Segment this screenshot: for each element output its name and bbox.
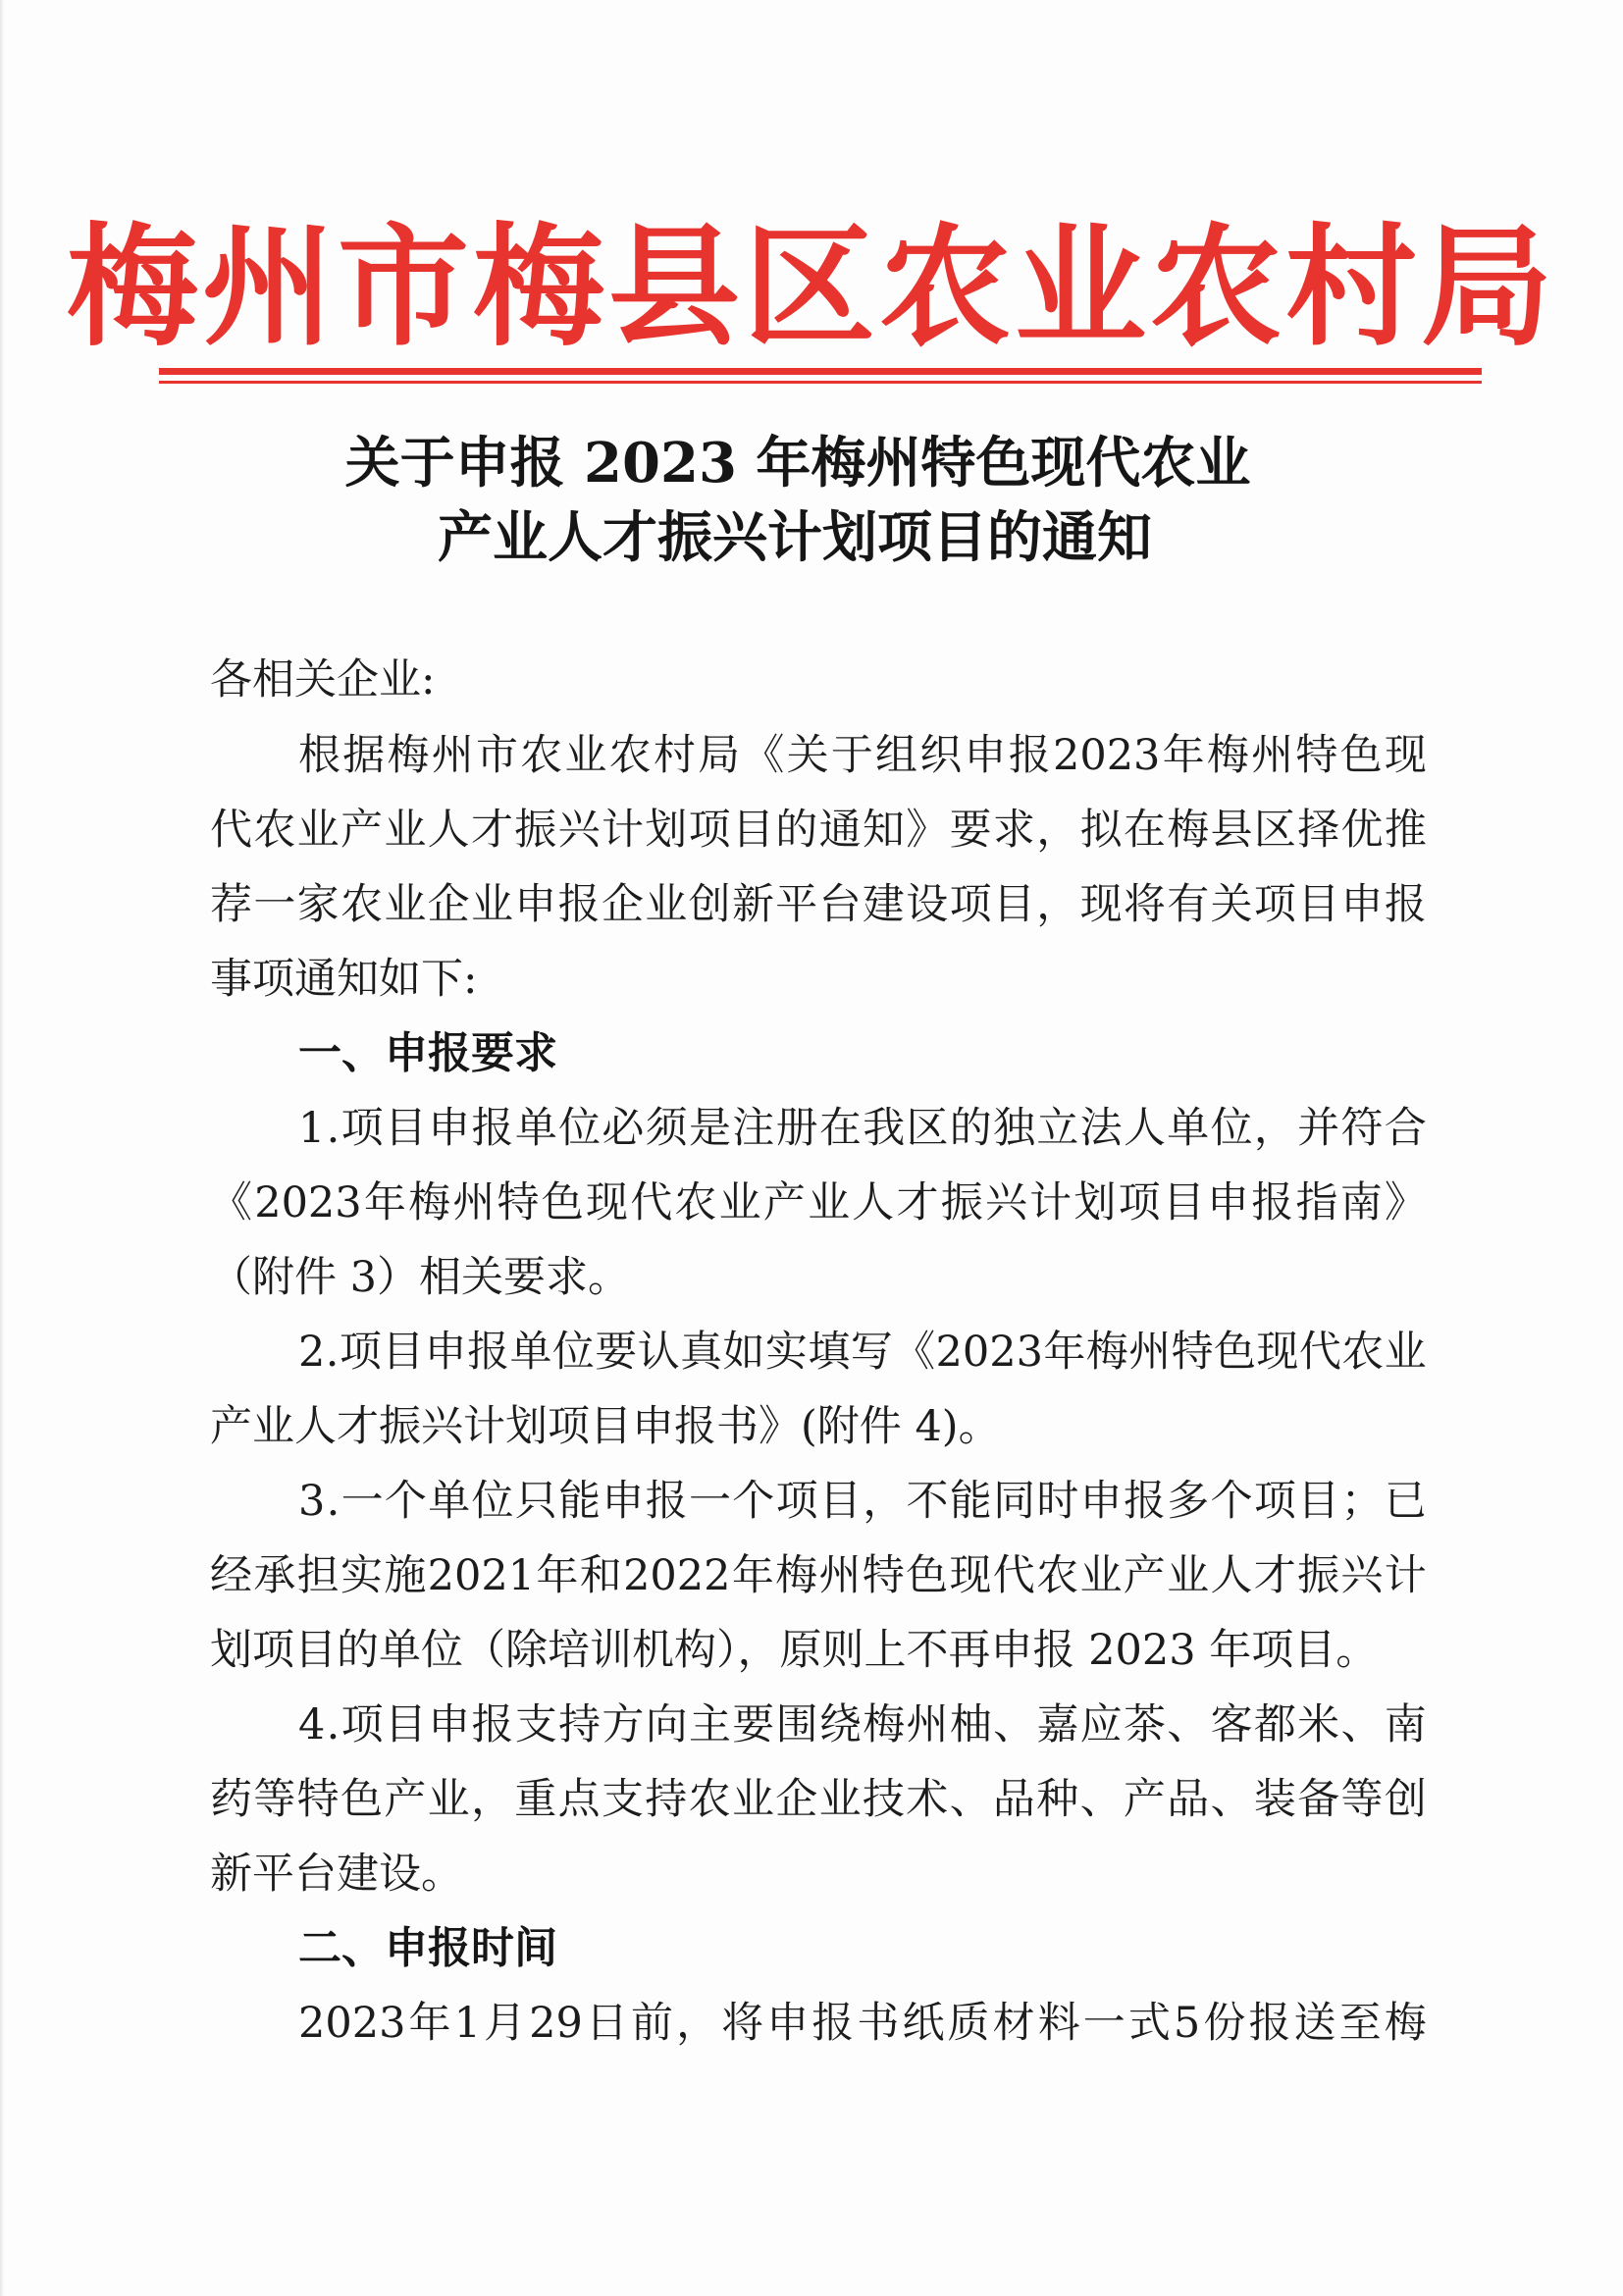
deadline-line-1: 2023 年 1 月 29 日 前 ， 将 申 报 书 纸 质 材 料 一 式 5 份 报 送 至 梅 — [298, 1999, 1427, 2048]
salutation: 各相关企业: — [210, 655, 436, 704]
item1-line-1: 1 . 项 目 申 报 单 位 必 须 是 注 册 在 我 区 的 独 立 法 人 单 位 ， 并 符 合 — [298, 1104, 1427, 1153]
item2-line-1: 2 . 项 目 申 报 单 位 要 认 真 如 实 填 写 《 2023 年 梅 州 特 色 现 代 农 业 — [298, 1328, 1427, 1377]
intro-line-1: 根 据 梅 州 市 农 业 农 村 局 《 关 于 组 织 申 报 2023 年 梅 州 特 色 现 — [298, 731, 1427, 780]
item1-line-2: 《 2023 年 梅 州 特 色 现 代 农 业 产 业 人 才 振 兴 计 划 项 目 申 报 指 南 》 — [210, 1178, 1427, 1227]
item4-line-1: 4 . 项 目 申 报 支 持 方 向 主 要 围 绕 梅 州 柚 、 嘉 应 茶 、 客 都 米 、 南 — [298, 1700, 1427, 1749]
item4-line-3: 新平台建设。 — [210, 1850, 463, 1899]
item3-line-1: 3 . 一 个 单 位 只 能 申 报 一 个 项 目 ， 不 能 同 时 申 报 多 个 项 目 ； 已 — [298, 1477, 1427, 1526]
intro-line-2: 代 农 业 产 业 人 才 振 兴 计 划 项 目 的 通 知 》 要 求 ， 拟 在 梅 县 区 择 优 推 — [210, 806, 1427, 855]
section-heading-requirements: 一、申报要求 — [298, 1028, 557, 1078]
issuing-organization-header: 梅州市梅县区农业农村局 — [66, 211, 1556, 364]
item3-line-3: 划项目的单位（除培训机构），原则上不再申报 2023 年项目。 — [210, 1626, 1379, 1675]
item2-line-2: 产业人才振兴计划项目申报书》(附件 4)。 — [210, 1402, 1001, 1451]
header-red-rule — [159, 368, 1482, 375]
intro-line-3: 荐 一 家 农 业 企 业 申 报 企 业 创 新 平 台 建 设 项 目 ， 现 将 有 关 项 目 申 报 — [210, 880, 1427, 929]
item3-line-2: 经 承 担 实 施 2021 年 和 2022 年 梅 州 特 色 现 代 农 业 产 业 人 才 振 兴 计 — [210, 1551, 1427, 1600]
item4-line-2: 药 等 特 色 产 业 ， 重 点 支 持 农 业 企 业 技 术 、 品 种 、 产 品 、 装 备 等 创 — [210, 1775, 1427, 1824]
section-heading-deadline: 二、申报时间 — [298, 1923, 557, 1973]
header-red-rule-thin — [159, 381, 1482, 384]
item1-line-3: （附件 3）相关要求。 — [210, 1253, 631, 1302]
document-title-line-2: 产业人才振兴计划项目的通知 — [438, 505, 1152, 570]
document-title-line-1: 关于申报 2023 年梅州特色现代农业 — [344, 431, 1251, 496]
intro-line-4: 事项通知如下: — [210, 955, 478, 1004]
